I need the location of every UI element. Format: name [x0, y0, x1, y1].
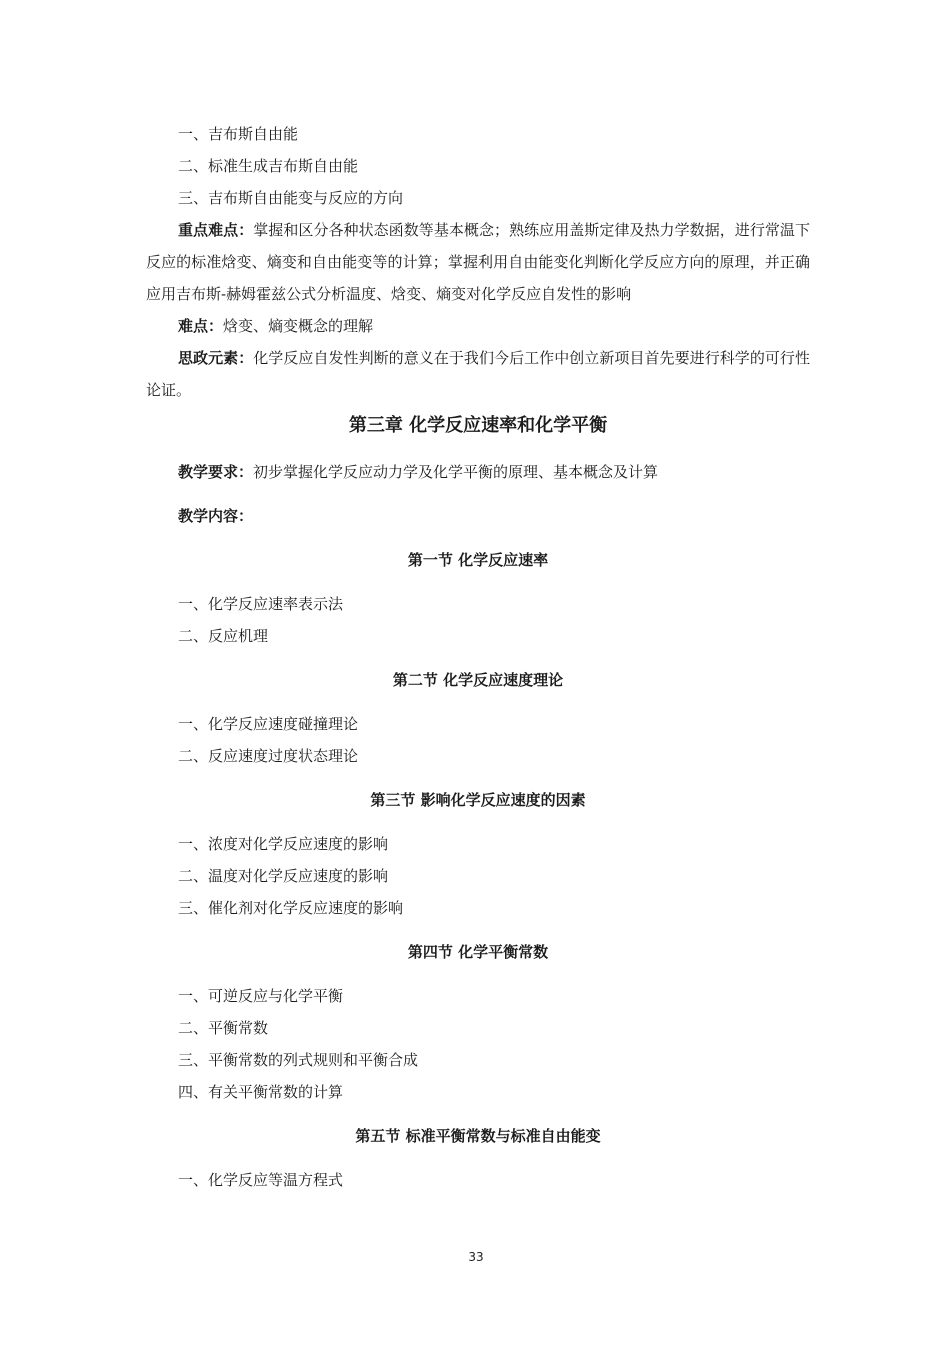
list-item: 三、催化剂对化学反应速度的影响	[178, 899, 404, 917]
list-item: 二、反应速度过度状态理论	[178, 747, 359, 765]
list-item: 二、温度对化学反应速度的影响	[178, 867, 389, 885]
key-points-text: 掌握和区分各种状态函数等基本概念；熟练应用盖斯定律及热力学数据，进行常温下反应的标准焓变、熵变和自由能变等的计算；掌握利用自由能变化判断化学反应方向的原理，并正确应用吉布斯-赫姆霍兹公式分析温度、焓变、熵变对化学反应自发性的影响	[146, 221, 810, 303]
list-item: 一、可逆反应与化学平衡	[178, 987, 344, 1005]
list-item: 三、平衡常数的列式规则和平衡合成	[178, 1051, 419, 1069]
section-title: 第二节 化学反应速度理论	[392, 671, 564, 689]
ideology-paragraph	[146, 342, 810, 406]
difficulty-line	[146, 310, 810, 342]
teaching-requirement-text: 初步掌握化学反应动力学及化学平衡的原理、基本概念及计算	[253, 463, 659, 481]
list-item: 一、化学反应等温方程式	[178, 1171, 344, 1189]
list-item: 三、吉布斯自由能变与反应的方向	[178, 189, 404, 207]
section-title: 第三节 影响化学反应速度的因素	[370, 791, 586, 809]
difficulty-label: 难点：	[178, 317, 224, 335]
section-title: 第四节 化学平衡常数	[407, 943, 549, 961]
list-item: 一、化学反应速率表示法	[178, 595, 344, 613]
page-content	[146, 118, 810, 1196]
list-item: 一、吉布斯自由能	[178, 125, 299, 143]
key-points-paragraph	[146, 214, 810, 310]
key-points-label: 重点难点：	[178, 221, 254, 239]
list-item: 二、反应机理	[178, 627, 269, 645]
page-number: 33	[468, 1250, 484, 1264]
difficulty-text: 焓变、熵变概念的理解	[223, 317, 374, 335]
teaching-requirement-line	[146, 456, 810, 488]
section-title: 第一节 化学反应速率	[407, 551, 549, 569]
ideology-text: 化学反应自发性判断的意义在于我们今后工作中创立新项目首先要进行科学的可行性论证。	[146, 349, 810, 399]
list-item: 一、浓度对化学反应速度的影响	[178, 835, 389, 853]
list-item: 二、标准生成吉布斯自由能	[178, 157, 359, 175]
teaching-requirement-label: 教学要求：	[178, 463, 254, 481]
ideology-label: 思政元素：	[178, 349, 254, 367]
chapter-title: 第三章 化学反应速率和化学平衡	[348, 415, 608, 436]
teaching-content-label: 教学内容：	[178, 507, 254, 525]
list-item: 四、有关平衡常数的计算	[178, 1083, 344, 1101]
list-item: 二、平衡常数	[178, 1019, 269, 1037]
list-item: 一、化学反应速度碰撞理论	[178, 715, 359, 733]
section-title: 第五节 标准平衡常数与标准自由能变	[355, 1127, 601, 1145]
